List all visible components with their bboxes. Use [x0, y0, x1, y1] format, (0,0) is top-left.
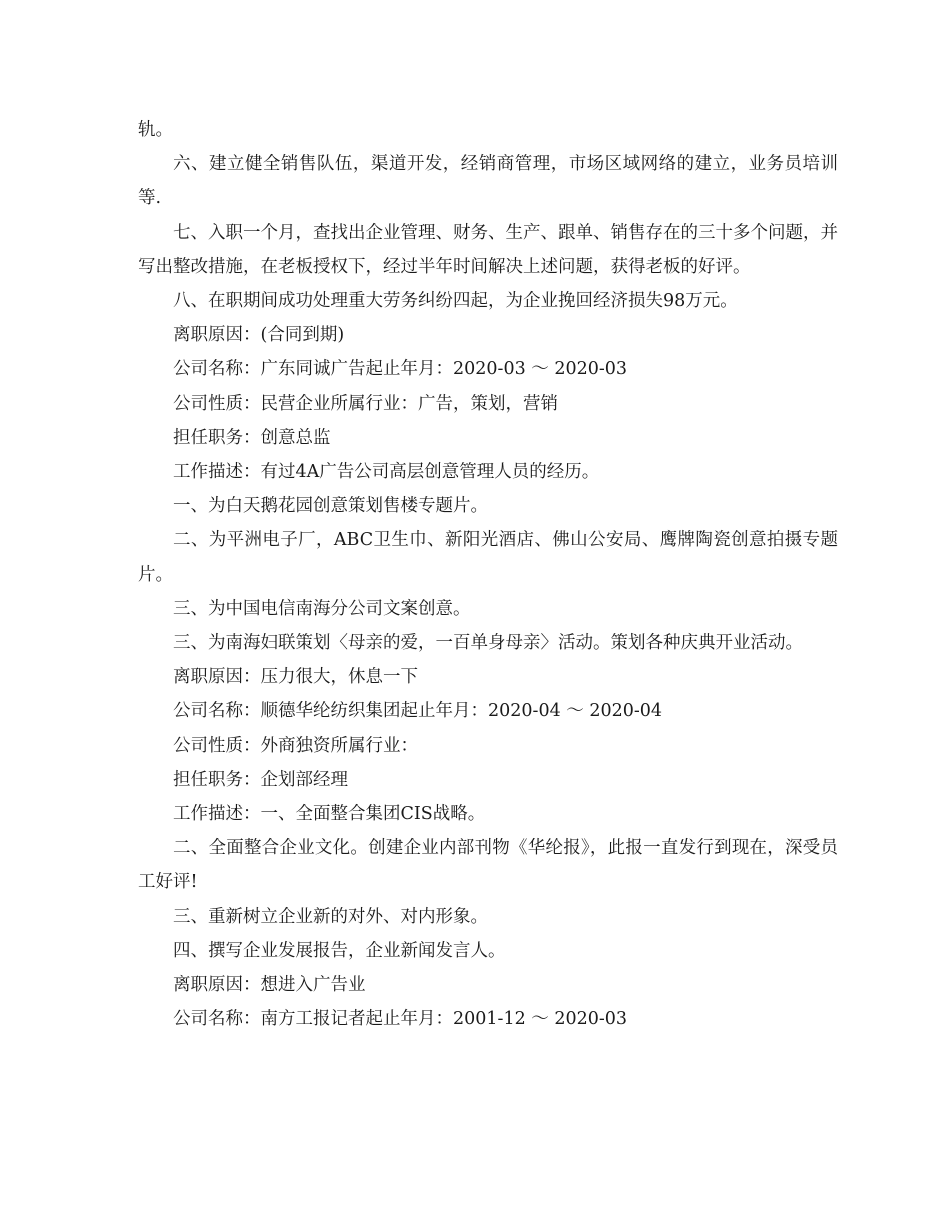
- paragraph: 轨。: [138, 120, 173, 140]
- paragraph: 担任职务：企划部经理: [173, 769, 348, 790]
- paragraph: 公司性质：民营企业所属行业：广告，策划，营销: [173, 393, 558, 414]
- paragraph: 公司名称：南方工报记者起止年月：2001-12 ～ 2020-03: [173, 1009, 628, 1030]
- paragraph: 担任职务：创意总监: [173, 427, 331, 448]
- paragraph: 公司名称：广东同诚广告起止年月：2020-03 ～ 2020-03: [173, 359, 628, 380]
- paragraph: 八、在职期间成功处理重大劳务纠纷四起，为企业挽回经济损失98万元。: [173, 291, 738, 312]
- paragraph: 离职原因：压力很大，休息一下: [173, 667, 418, 688]
- paragraph: 三、为南海妇联策划〈母亲的爱，一百单身母亲〉活动。策划各种庆典开业活动。: [173, 633, 803, 654]
- paragraph: 二、为平洲电子厂，ABC卫生巾、新阳光酒店、佛山公安局、鹰牌陶瓷创意拍摄专题片。: [138, 530, 838, 585]
- paragraph: 三、重新树立企业新的对外、对内形象。: [173, 906, 488, 927]
- paragraph: 二、全面整合企业文化。创建企业内部刊物《华纶报》，此报一直发行到现在，深受员工好评!: [138, 838, 838, 893]
- paragraph: 工作描述：有过4A广告公司高层创意管理人员的经历。: [173, 462, 600, 483]
- paragraph: 工作描述：一、全面整合集团CIS战略。: [173, 804, 486, 825]
- paragraph: 离职原因：想进入广告业: [173, 975, 366, 996]
- paragraph: 七、入职一个月，查找出企业管理、财务、生产、跟单、销售存在的三十多个问题，并写出整改措施，在老板授权下，经过半年时间解决上述问题，获得老板的好评。: [138, 222, 838, 277]
- paragraph: 四、撰写企业发展报告，企业新闻发言人。: [173, 940, 506, 961]
- paragraph: 三、为中国电信南海分公司文案创意。: [173, 598, 471, 619]
- paragraph: 公司性质：外商独资所属行业：: [173, 735, 418, 756]
- document-body: [138, 113, 838, 1036]
- paragraph: 公司名称：顺德华纶纺织集团起止年月：2020-04 ～ 2020-04: [173, 701, 663, 722]
- paragraph: 六、建立健全销售队伍，渠道开发，经销商管理，市场区域网络的建立，业务员培训等.: [138, 154, 838, 209]
- paragraph: 离职原因：(合同到期): [173, 325, 345, 346]
- paragraph: 一、为白天鹅花园创意策划售楼专题片。: [173, 496, 488, 517]
